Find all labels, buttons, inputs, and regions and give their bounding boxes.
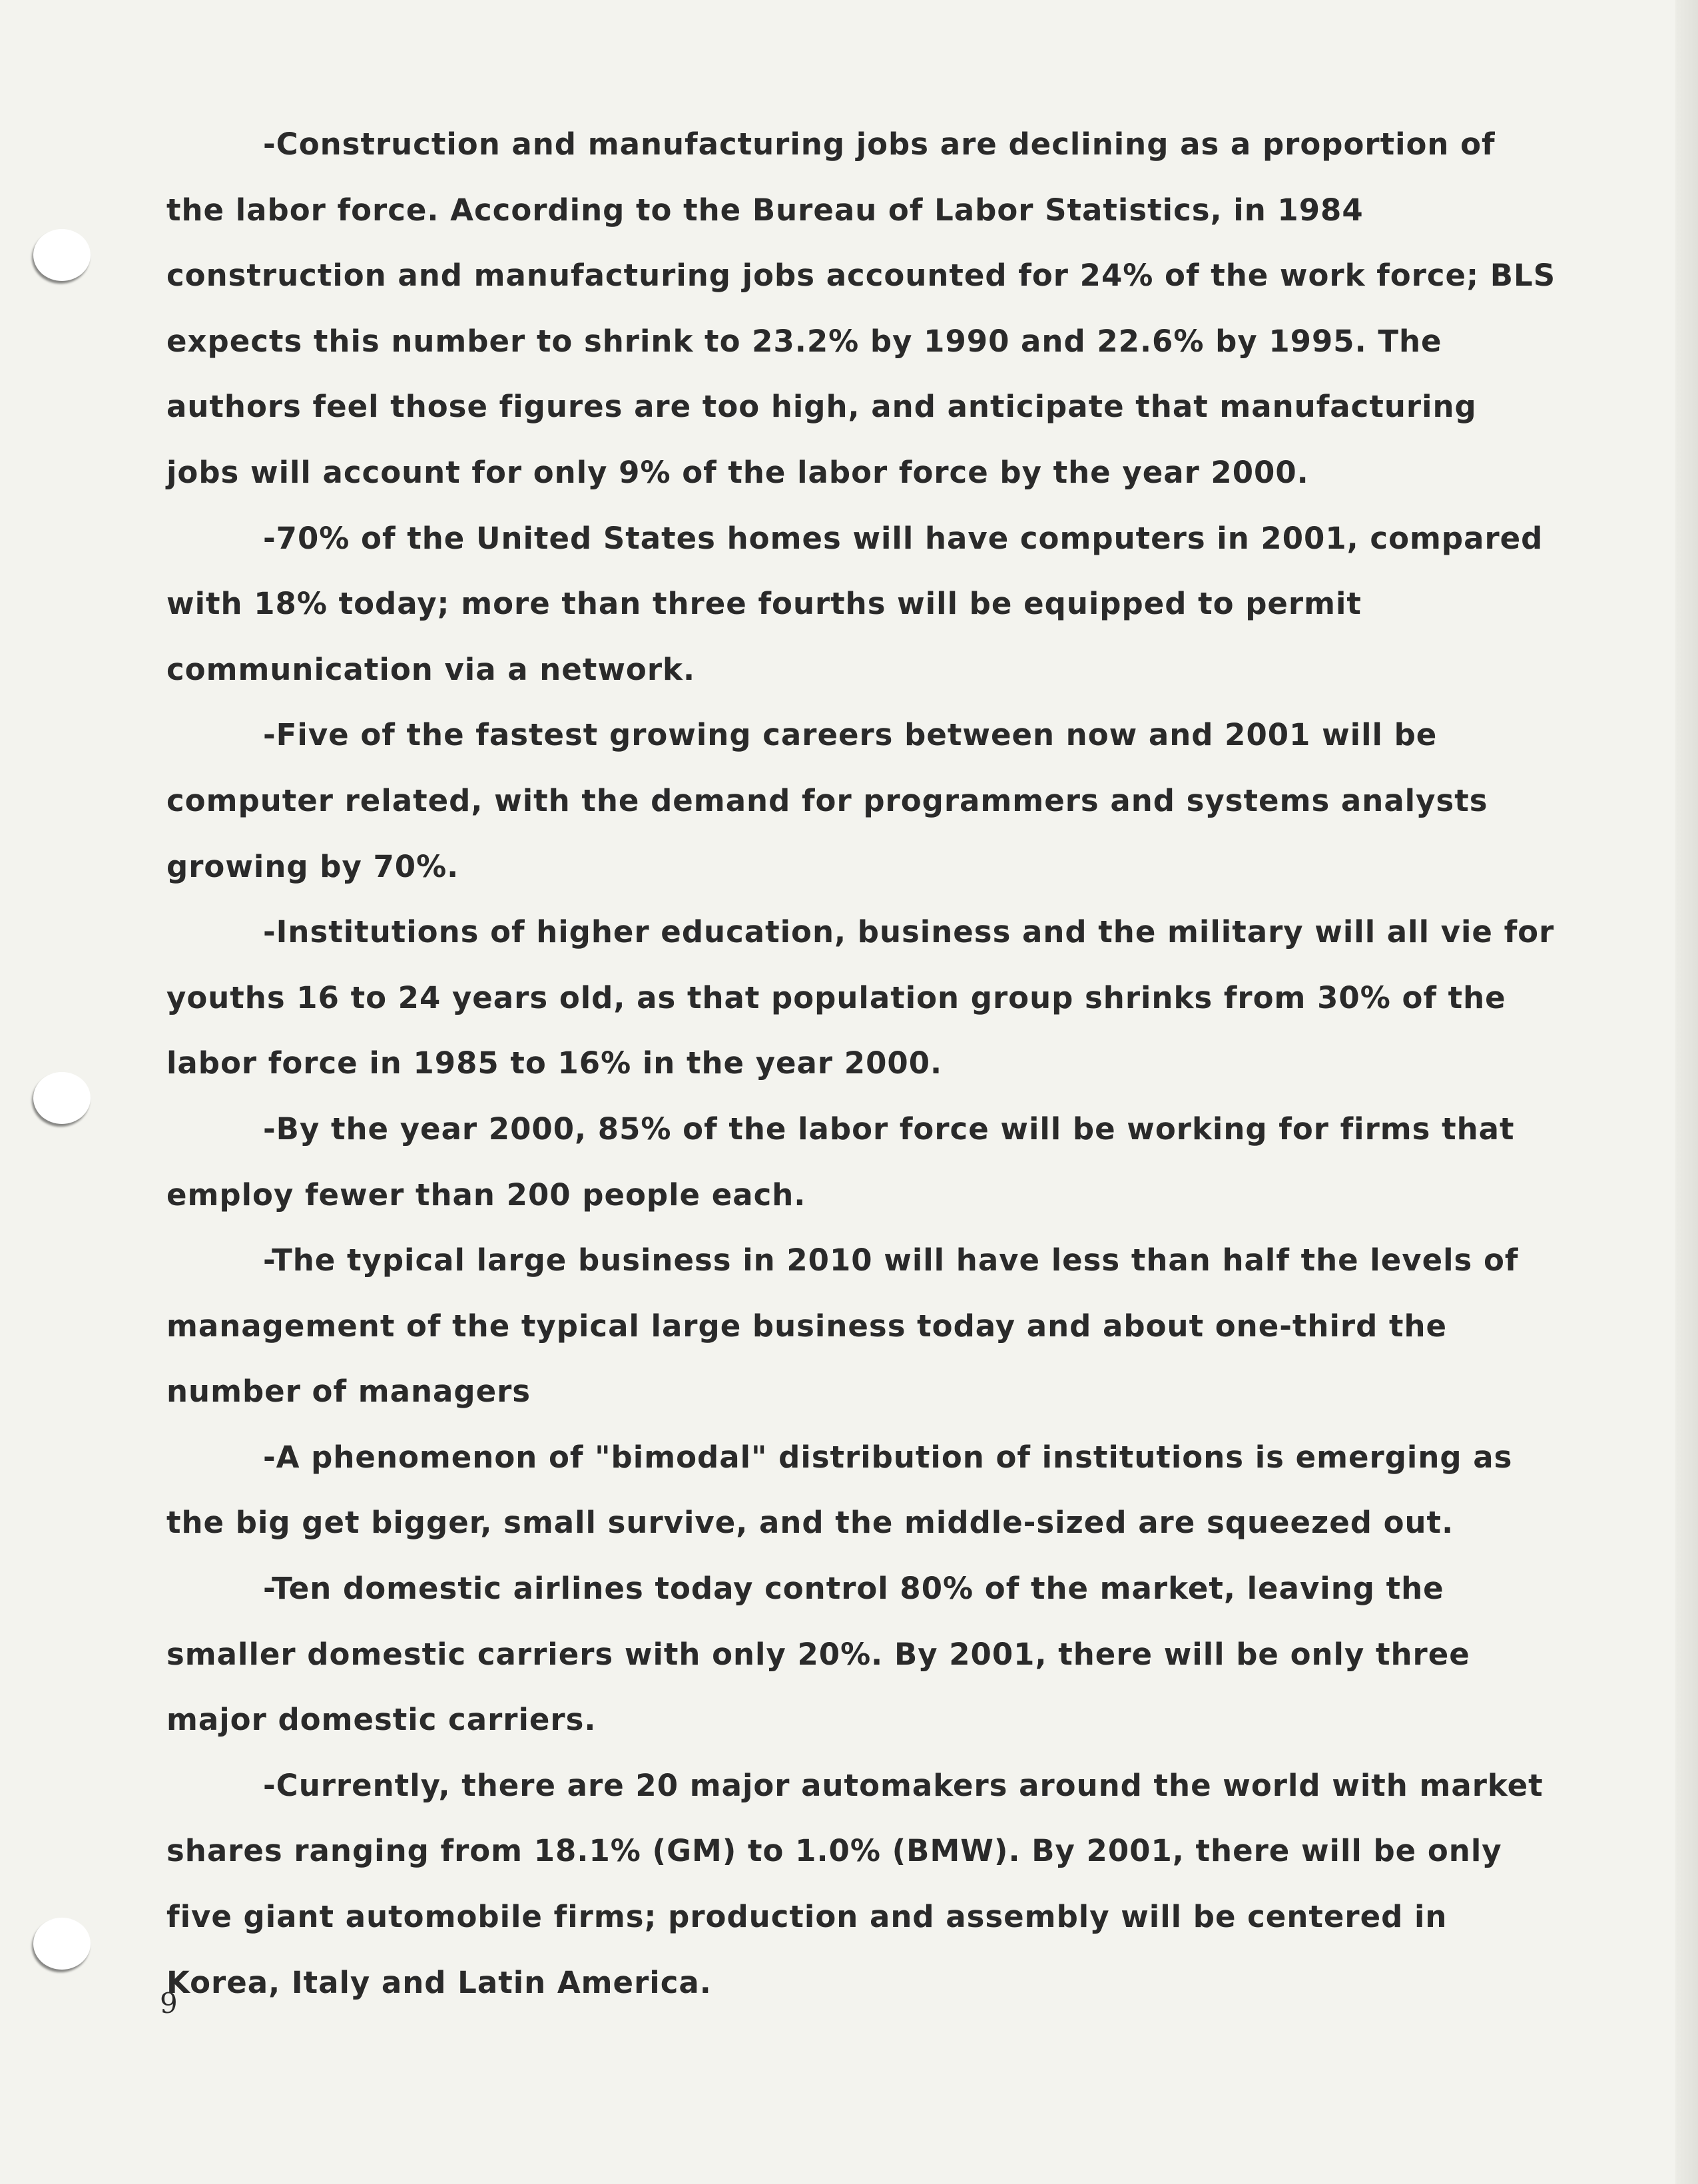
binder-hole-bottom xyxy=(33,1918,91,1970)
binder-hole-top xyxy=(33,229,91,281)
paragraph-bimodal-distribution: -A phenomenon of "bimodal" distribution of institutions is emerging as the big get bigger, small survive, and the middle-sized are squeezed out. xyxy=(166,1439,1513,1541)
page-number: 9 xyxy=(160,1987,178,2020)
paragraph-youth-labor: -Institutions of higher education, business and the military will all vie for youths 16 to 24 years old, as that population group shrinks from 30% of the labor force in 1985 to 16% in the year 2000. xyxy=(166,914,1555,1081)
paragraph-airlines: -Ten domestic airlines today control 80% of the market, leaving the smaller domestic carriers with only 20%. By 2001, there will be only three major domestic carriers. xyxy=(166,1571,1470,1738)
paragraph-manufacturing-jobs: -Construction and manufacturing jobs are declining as a proportion of the labor force. According to the Bureau of Labor Statistics, in 1984 construction and manufacturing jobs accounted for 24% of the work force; BLS expects this number to shrink to 23.2% by 1990 and 22.6% by 1995. The authors feel those figures are too high, and anticipate that manufacturing jobs will account for only 9% of the labor force by the year 2000. xyxy=(166,127,1556,490)
page-edge-shadow xyxy=(1675,0,1698,2184)
paragraph-management-levels: -The typical large business in 2010 will have less than half the levels of management of the typical large business today and about one-third the number of managers xyxy=(166,1242,1519,1410)
paragraph-computer-careers: -Five of the fastest growing careers between now and 2001 will be computer related, with the demand for programmers and systems analysts growing by 70%. xyxy=(166,717,1488,884)
body-text xyxy=(166,112,1558,2016)
binder-hole-middle xyxy=(33,1072,91,1124)
paragraph-home-computers: -70% of the United States homes will have computers in 2001, compared with 18% today; more than three fourths will be equipped to permit communication via a network. xyxy=(166,520,1544,687)
paragraph-small-firms: -By the year 2000, 85% of the labor force will be working for firms that employ fewer than 200 people each. xyxy=(166,1111,1515,1213)
paragraph-automakers: -Currently, there are 20 major automakers around the world with market shares ranging from 18.1% (GM) to 1.0% (BMW). By 2001, there will be only five giant automobile firms; production and assembly will be centered in Korea, Italy and Latin America. xyxy=(166,1767,1544,2000)
